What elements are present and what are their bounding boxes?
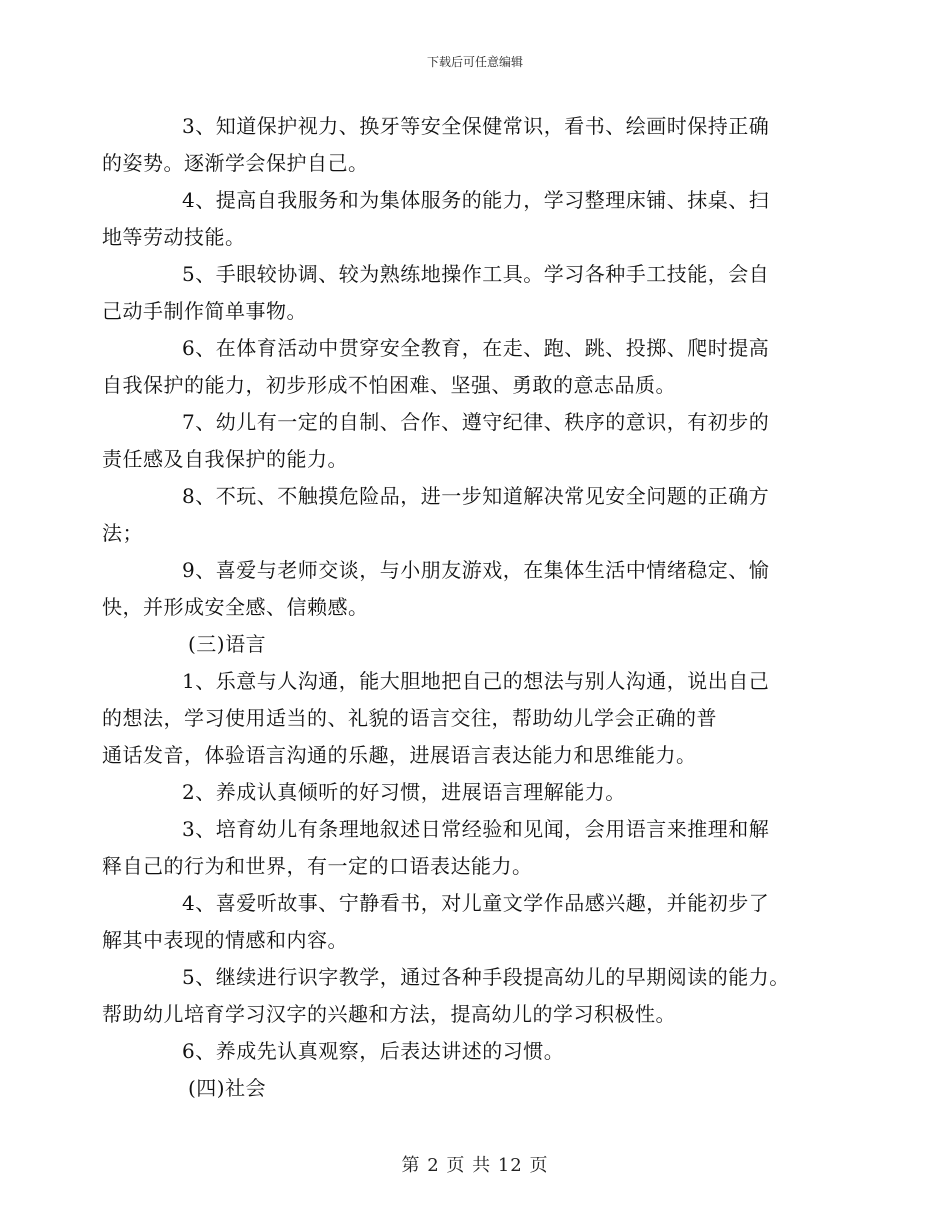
paragraph-line: 3、知道保护视力、换牙等安全保健常识，看书、绘画时保持正确 (182, 114, 770, 138)
paragraph-line: 释自己的行为和世界，有一定的口语表达能力。 (102, 854, 533, 878)
language-paragraph-2 (142, 774, 832, 811)
paragraph-line: 7、幼儿有一定的自制、合作、遵守纪律、秩序的意识，有初步的 (182, 410, 770, 434)
paragraph-line: 6、在体育活动中贯穿安全教育，在走、跑、跳、投掷、爬时提高 (182, 336, 770, 360)
page-footer: 第 2 页 共 12 页 (401, 1155, 549, 1176)
paragraph-line: 4、喜爱听故事、宁静看书，对儿童文学作品感兴趣，并能初步了 (182, 891, 770, 915)
paragraph-line: 4、提高自我服务和为集体服务的能力，学习整理床铺、抹桌、扫 (182, 188, 770, 212)
document-body (102, 108, 832, 1107)
paragraph-line: 解其中表现的情感和内容。 (102, 928, 348, 952)
paragraph-4 (102, 182, 832, 256)
paragraph-line: 5、继续进行识字教学，通过各种手段提高幼儿的早期阅读的能力。 (182, 965, 790, 989)
language-paragraph-6 (142, 1033, 832, 1070)
paragraph-line: 5、手眼较协调、较为熟练地操作工具。学习各种手工技能，会自 (182, 262, 770, 286)
language-paragraph-3 (102, 811, 832, 885)
paragraph-9 (102, 552, 832, 626)
paragraph-line: 的姿势。逐渐学会保护自己。 (102, 151, 369, 175)
paragraph-line: 地等劳动技能。 (102, 225, 246, 249)
language-paragraph-5 (102, 959, 832, 1033)
paragraph-line: 快，并形成安全感、信赖感。 (102, 595, 369, 619)
paragraph-6 (102, 330, 832, 404)
paragraph-5 (102, 256, 832, 330)
paragraph-7 (102, 404, 832, 478)
section-heading-society: (四)社会 (188, 1076, 267, 1100)
paragraph-line: 2、养成认真倾听的好习惯，进展语言理解能力。 (182, 780, 626, 804)
paragraph-line: 8、不玩、不触摸危险品，进一步知道解决常见安全问题的正确方 (182, 484, 770, 508)
page-header: 下载后可任意编辑 (426, 55, 523, 69)
paragraph-line: 6、养成先认真观察，后表达讲述的习惯。 (182, 1039, 565, 1063)
paragraph-line: 己动手制作简单事物。 (102, 299, 307, 323)
paragraph-line: 通话发音，体验语言沟通的乐趣，进展语言表达能力和思维能力。 (102, 743, 697, 767)
paragraph-line: 3、培育幼儿有条理地叙述日常经验和见闻，会用语言来推理和解 (182, 817, 770, 841)
language-paragraph-1 (102, 663, 832, 774)
paragraph-line: 9、喜爱与老师交谈，与小朋友游戏，在集体生活中情绪稳定、愉 (182, 558, 770, 582)
paragraph-line: 帮助幼儿培育学习汉字的兴趣和方法，提高幼儿的学习积极性。 (102, 1002, 676, 1026)
paragraph-line: 自我保护的能力，初步形成不怕困难、坚强、勇敢的意志品质。 (102, 373, 676, 397)
paragraph-3 (102, 108, 832, 182)
paragraph-line: 的想法，学习使用适当的、礼貌的语言交往，帮助幼儿学会正确的普 (102, 706, 717, 730)
language-paragraph-4 (102, 885, 832, 959)
paragraph-8 (102, 478, 832, 552)
paragraph-line: 1、乐意与人沟通，能大胆地把自己的想法与别人沟通，说出自己 (182, 669, 770, 693)
section-heading-language: (三)语言 (188, 632, 267, 656)
paragraph-line: 责任感及自我保护的能力。 (102, 447, 348, 471)
paragraph-line: 法； (102, 521, 143, 545)
